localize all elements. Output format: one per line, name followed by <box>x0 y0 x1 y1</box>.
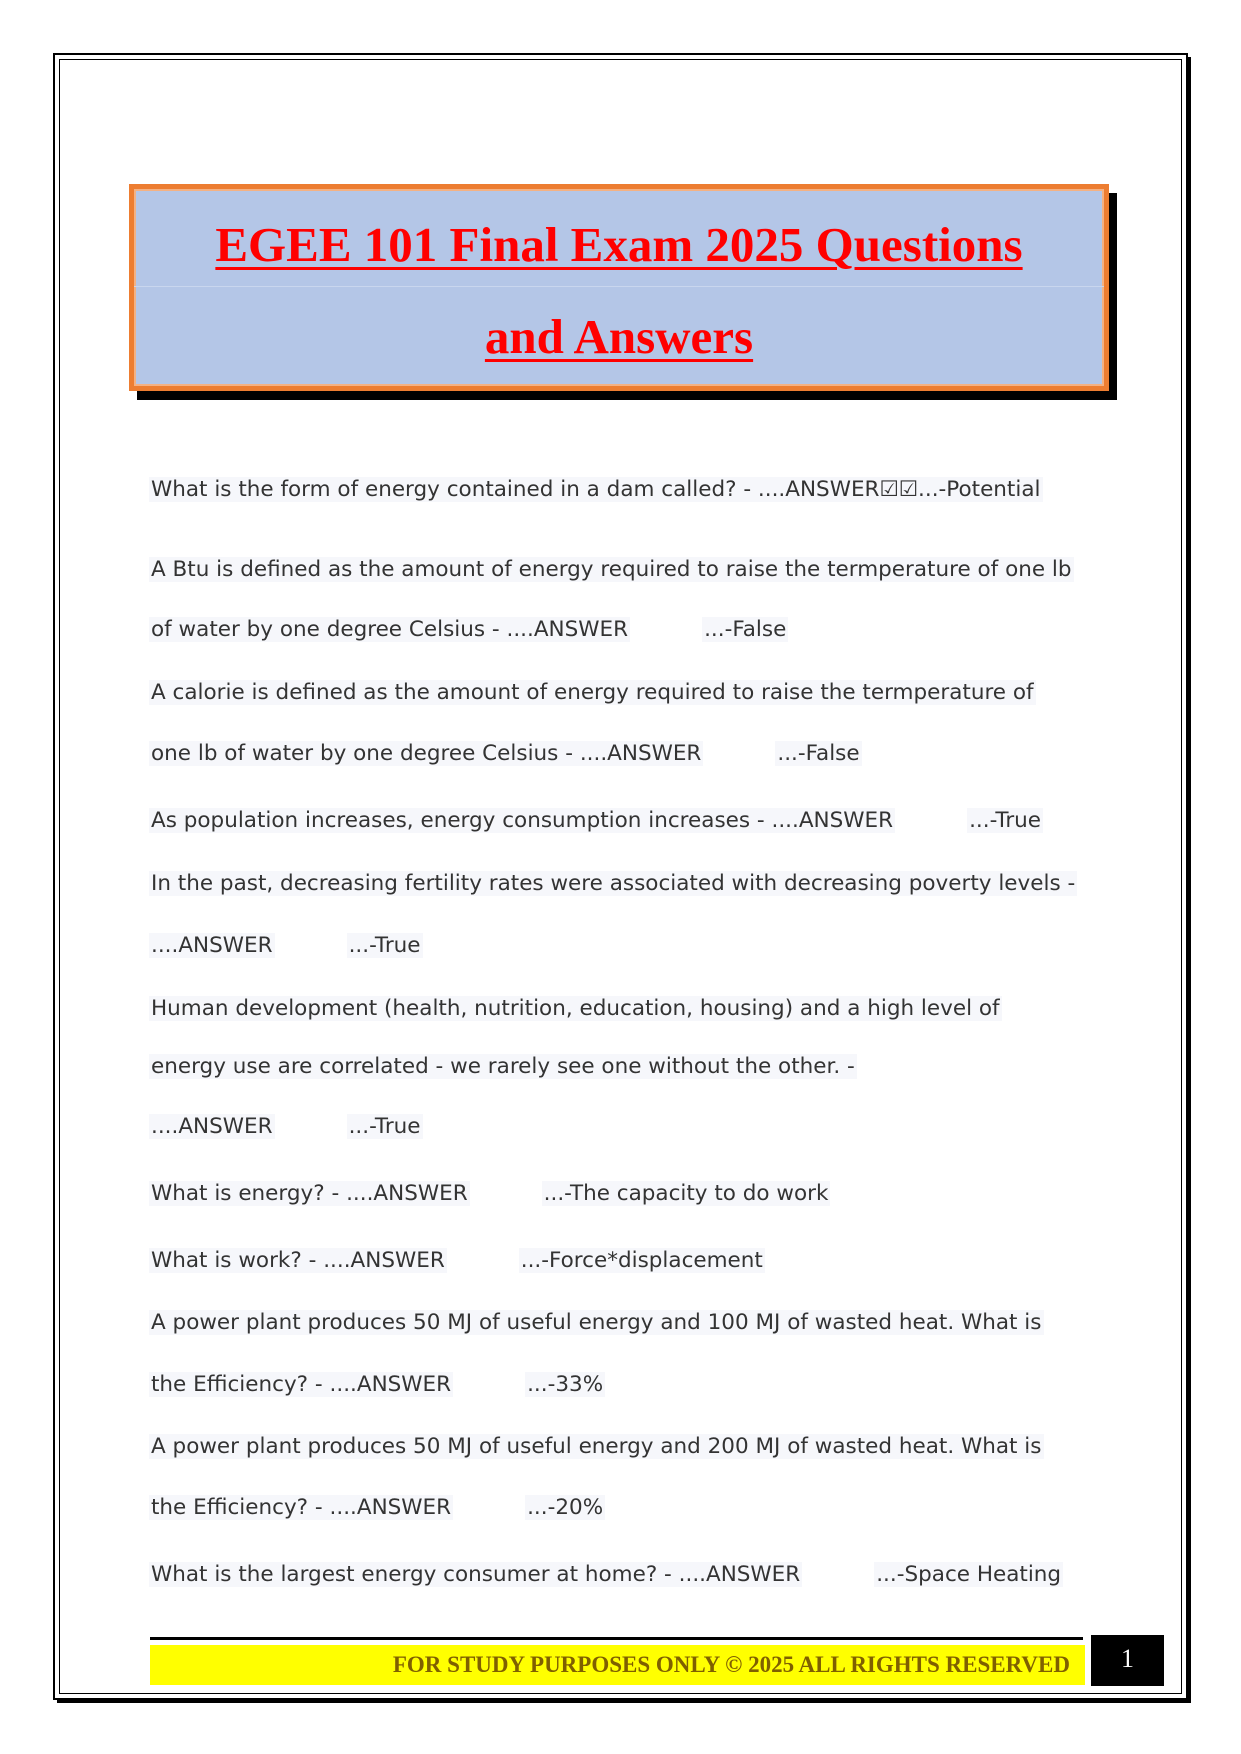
qa-question: A calorie is defined as the amount of energy required to raise the termperature of <box>151 680 1034 705</box>
qa-item-3-line-2 <box>149 738 862 770</box>
qa-question: As population increases, energy consumption increases - ....ANSWER <box>151 808 894 833</box>
footer-rule <box>150 1637 1083 1640</box>
qa-question: Human development (health, nutrition, education, housing) and a high level of <box>151 996 1000 1021</box>
qa-answer: ...-The capacity to do work <box>543 1181 829 1206</box>
qa-answer: ...-Space Heating <box>876 1562 1062 1587</box>
qa-answer: ...-True <box>348 1114 421 1139</box>
qa-answer: ...-False <box>777 741 860 766</box>
qa-item-2-line-1 <box>149 554 1074 586</box>
qa-question: What is work? - ....ANSWER <box>151 1248 445 1273</box>
qa-answer: ...-Force*displacement <box>520 1248 763 1273</box>
qa-answer: ...-33% <box>527 1372 604 1397</box>
qa-item-2-line-2 <box>149 614 788 646</box>
qa-question: the Efficiency? - ....ANSWER <box>151 1372 452 1397</box>
qa-question: energy use are correlated - we rarely see one without the other. - <box>151 1054 855 1079</box>
title-box <box>129 184 1109 391</box>
qa-line: What is the form of energy contained in a dam called? - ....ANSWER☑☑...-Potential <box>151 477 1041 502</box>
page-title-line-2: and Answers <box>484 309 754 364</box>
qa-question: ....ANSWER <box>151 1114 273 1139</box>
qa-question: What is the largest energy consumer at home? - ....ANSWER <box>151 1562 801 1587</box>
qa-question: A power plant produces 50 MJ of useful energy and 200 MJ of wasted heat. What is <box>151 1434 1042 1459</box>
footer-notice: FOR STUDY PURPOSES ONLY © 2025 ALL RIGHTS RESERVED <box>392 1652 1070 1677</box>
qa-item-6-line-3 <box>149 1111 423 1143</box>
qa-question: A power plant produces 50 MJ of useful energy and 100 MJ of wasted heat. What is <box>151 1310 1042 1335</box>
page-border-shadow <box>57 1700 1191 1703</box>
qa-item-5-line-2 <box>149 930 423 962</box>
qa-item-3-line-1 <box>149 677 1036 709</box>
qa-answer: ...-True <box>969 808 1042 833</box>
qa-question: A Btu is defined as the amount of energy required to raise the termperature of one lb <box>151 557 1072 582</box>
qa-item-9-line-2 <box>149 1369 605 1401</box>
qa-item-10-line-2 <box>149 1492 605 1524</box>
page-title <box>134 199 1104 383</box>
qa-item-6-line-1 <box>149 993 1002 1025</box>
qa-question: of water by one degree Celsius - ....ANSWER <box>151 617 629 642</box>
qa-item-5-line-1 <box>149 868 1077 900</box>
qa-answer: ...-True <box>348 933 421 958</box>
qa-question: In the past, decreasing fertility rates were associated with decreasing poverty levels - <box>151 871 1076 896</box>
qa-question: the Efficiency? - ....ANSWER <box>151 1495 452 1520</box>
qa-answer: ...-20% <box>527 1495 604 1520</box>
qa-question: What is energy? - ....ANSWER <box>151 1181 468 1206</box>
qa-question: ....ANSWER <box>151 933 273 958</box>
qa-item-9-line-1 <box>149 1307 1044 1339</box>
qa-item-11 <box>149 1559 1063 1591</box>
qa-item-1 <box>149 474 1043 506</box>
qa-item-6-line-2 <box>149 1051 857 1083</box>
page-border-shadow <box>1188 57 1191 1702</box>
qa-item-7 <box>149 1178 830 1210</box>
qa-item-8 <box>149 1245 765 1277</box>
qa-question: one lb of water by one degree Celsius - ....ANSWER <box>151 741 702 766</box>
qa-answer: ...-False <box>704 617 787 642</box>
qa-item-10-line-1 <box>149 1431 1044 1463</box>
page-title-line-1: EGEE 101 Final Exam 2025 Questions <box>215 217 1023 272</box>
qa-item-4 <box>149 805 1043 837</box>
page-number: 1 <box>1091 1635 1164 1686</box>
